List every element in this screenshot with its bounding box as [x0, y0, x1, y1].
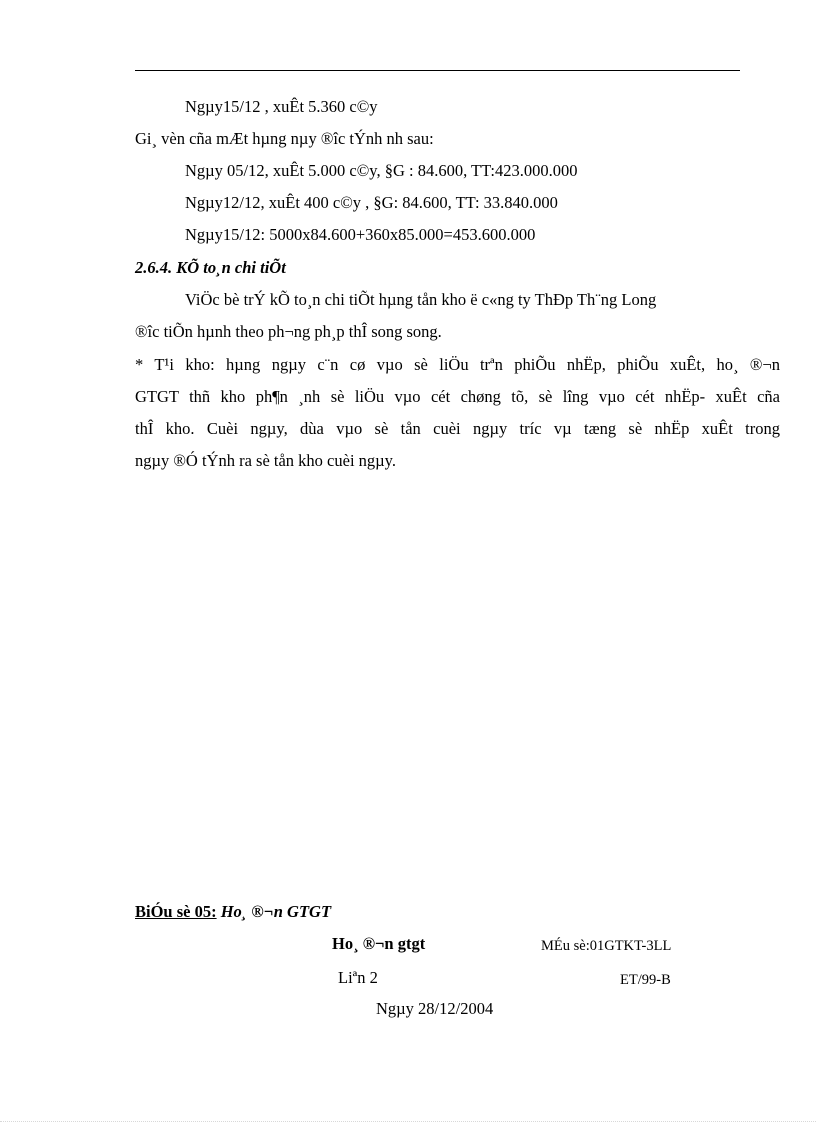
form-caption: [135, 902, 331, 922]
invoice-title: Ho¸ ®¬n gtgt: [332, 934, 426, 953]
copy-number: Liªn 2: [338, 968, 378, 987]
text-line: Ngµy 05/12, xuÊt 5.000 c©y, §G : 84.600, TT:423.000.000: [185, 161, 578, 180]
form-label: BiÓu sè 05:: [135, 902, 217, 921]
paragraph-line: ®îc tiÕn hµnh theo ph¬ng ph¸p thÎ song song.: [135, 322, 442, 341]
text-line: Ngµy15/12 , xuÊt 5.360 c©y: [185, 97, 378, 116]
paragraph-line: ngµy ®Ó tÝnh ra sè tån kho cuèi ngµy.: [135, 451, 396, 470]
text-line: Ngµy15/12: 5000x84.600+360x85.000=453.600.000: [185, 225, 536, 244]
section-heading: 2.6.4. KÕ to¸n chi tiÕt: [135, 258, 286, 277]
series-number: ET/99-B: [620, 972, 671, 988]
paragraph-line: thÎ kho. Cuèi ngµy, dùa vµo sè tån cuèi ngµy tríc vµ tæng sè nhËp xuÊt trong: [135, 419, 780, 438]
form-number: MÉu sè:01GTKT-3LL: [541, 938, 672, 954]
paragraph-line: * T¹i kho: hµng ngµy c¨n cø vµo sè liÖu trªn phiÕu nhËp, phiÕu xuÊt, ho¸ ®¬n: [135, 355, 780, 374]
header-rule: [135, 70, 740, 71]
paragraph-line: ViÖc bè trÝ kÕ to¸n chi tiÕt hµng tån kho ë c«ng ty ThÐp Th¨ng Long: [185, 290, 657, 309]
form-label-title: Ho¸ ®¬n GTGT: [216, 902, 332, 921]
invoice-date: Ngµy 28/12/2004: [376, 999, 494, 1018]
text-line: Ngµy12/12, xuÊt 400 c©y , §G: 84.600, TT: 33.840.000: [185, 193, 558, 212]
text-line: Gi¸ vèn cña mÆt hµng nµy ®îc tÝnh nh sau:: [135, 129, 434, 148]
paragraph-line: GTGT thñ kho ph¶n ¸nh sè liÖu vµo cét chøng tõ, sè lîng vµo cét nhËp- xuÊt cña: [135, 387, 780, 406]
page-edge: [0, 1121, 816, 1122]
